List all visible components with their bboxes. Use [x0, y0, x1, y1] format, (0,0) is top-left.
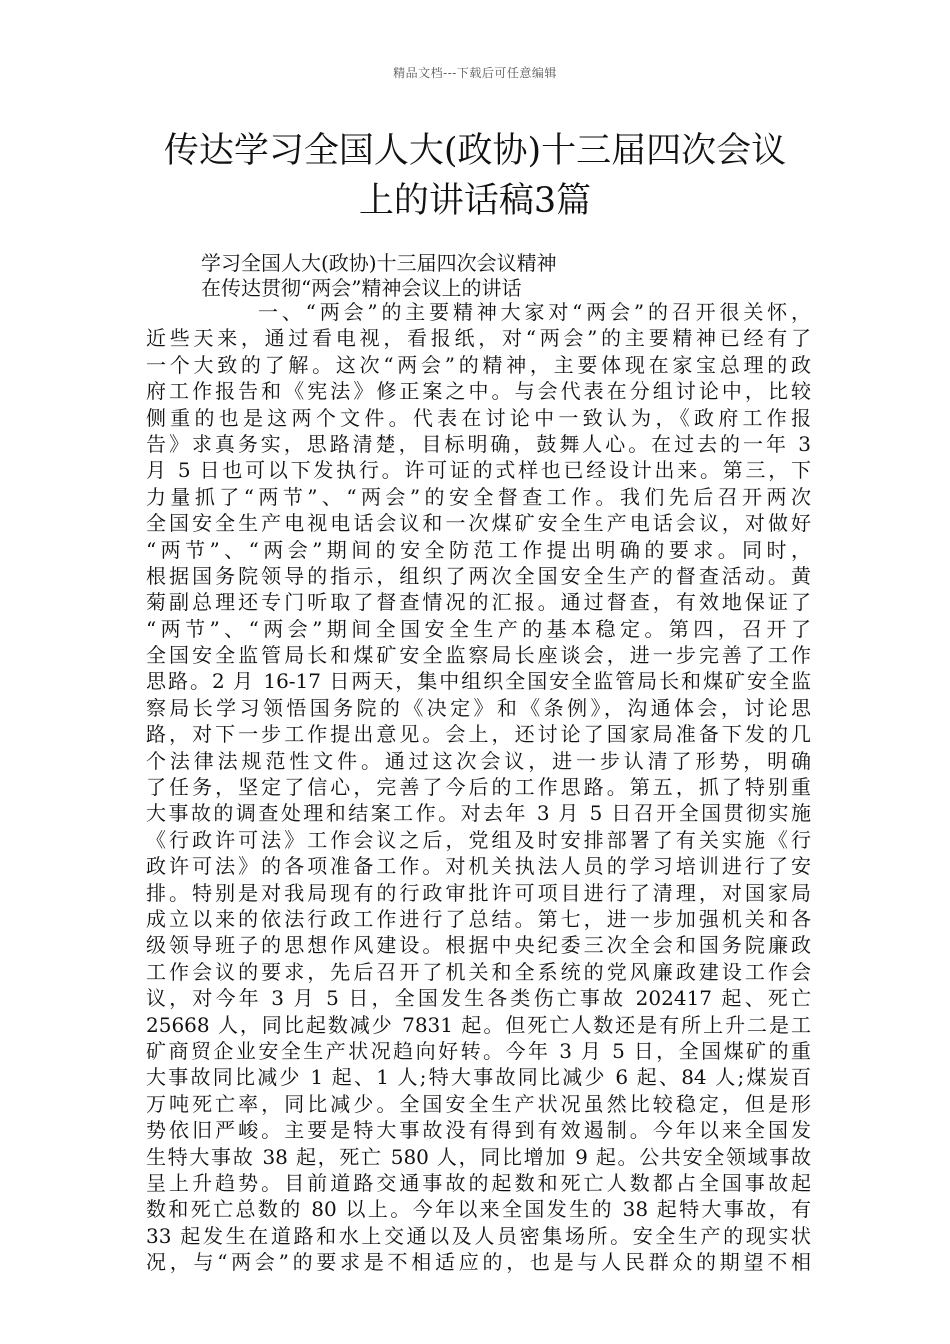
body-line: 级领导班子的思想作风建设。根据中央纪委三次全会和国务院廉政 — [146, 933, 811, 958]
body-line: 力量抓了“两节”、“两会”的安全督查工作。我们先后召开两次 — [146, 484, 811, 509]
body-line: 了任务，坚定了信心，完善了今后的工作思路。第五，抓了特别重 — [146, 775, 811, 800]
document-title — [100, 126, 850, 226]
body-line: 侧重的也是这两个文件。代表在讨论中一致认为，《政府工作报 — [146, 405, 811, 430]
subtitle-2: 在传达贯彻“两会”精神会议上的讲话 — [201, 276, 522, 300]
body-line: “两节”、“两会”期间全国安全生产的基本稳定。第四，召开了 — [146, 616, 811, 641]
body-line: 况，与“两会”的要求是不相适应的，也是与人民群众的期望不相 — [146, 1250, 811, 1275]
title-line-2: 上的讲话稿3篇 — [358, 181, 592, 221]
body-line: 思路。2 月 16-17 日两天，集中组织全国安全监管局长和煤矿安全监 — [146, 669, 811, 694]
body-line: 成立以来的依法行政工作进行了总结。第七，进一步加强机关和各 — [146, 906, 811, 931]
header-note: 精品文档---下载后可任意编辑 — [393, 66, 557, 80]
body-line: 近些天来，通过看电视，看报纸，对“两会”的主要精神已经有了 — [146, 326, 811, 351]
body-line: 告》求真务实，思路清楚，目标明确，鼓舞人心。在过去的一年 3 — [146, 431, 811, 456]
body-line: 路，对下一步工作提出意见。会上，还讨论了国家局准备下发的几 — [146, 722, 811, 747]
body-line: 大事故的调查处理和结案工作。对去年 3 月 5 日召开全国贯彻实施 — [146, 801, 811, 826]
body-line: 政许可法》的各项准备工作。对机关执法人员的学习培训进行了安 — [146, 854, 811, 879]
body-line: 排。特别是对我局现有的行政审批许可项目进行了清理，对国家局 — [146, 880, 811, 905]
body-line: 月 5 日也可以下发执行。许可证的式样也已经设计出来。第三，下 — [146, 458, 811, 483]
subtitle-1: 学习全国人大(政协)十三届四次会议精神 — [201, 251, 557, 275]
body-line: 工作会议的要求，先后召开了机关和全系统的党风廉政建设工作会 — [146, 959, 811, 984]
body-line: 生特大事故 38 起，死亡 580 人，同比增加 9 起。公共安全领域事故 — [146, 1144, 811, 1169]
title-line-1: 传达学习全国人大(政协)十三届四次会议 — [163, 131, 787, 171]
body-line: 全国安全生产电视电话会议和一次煤矿安全生产电话会议，对做好 — [146, 511, 811, 536]
body-line: 一个大致的了解。这次“两会”的精神，主要体现在家宝总理的政 — [146, 352, 811, 377]
body-line: 一、“两会”的主要精神大家对“两会”的召开很关怀， — [258, 300, 811, 324]
body-line: 议，对今年 3 月 5 日，全国发生各类伤亡事故 202417 起、死亡 — [146, 986, 811, 1011]
body-line: 察局长学习领悟国务院的《决定》和《条例》，沟通体会，讨论思 — [146, 695, 811, 720]
body-line: 根据国务院领导的指示，组织了两次全国安全生产的督查活动。黄 — [146, 563, 811, 588]
body-text — [146, 299, 811, 1275]
body-line: 数和死亡总数的 80 以上。今年以来全国发生的 38 起特大事故，有 — [146, 1197, 811, 1222]
body-line: 25668 人，同比起数减少 7831 起。但死亡人数还是有所上升二是工 — [146, 1012, 811, 1037]
body-line: “两节”、“两会”期间的安全防范工作提出明确的要求。同时， — [146, 537, 811, 562]
body-line: 大事故同比减少 1 起、1 人;特大事故同比减少 6 起、84 人;煤炭百 — [146, 1065, 811, 1090]
body-line: 万吨死亡率，同比减少。全国安全生产状况虽然比较稳定，但是形 — [146, 1091, 811, 1116]
body-line: 矿商贸企业安全生产状况趋向好转。今年 3 月 5 日，全国煤矿的重 — [146, 1038, 811, 1063]
body-line: 势依旧严峻。主要是特大事故没有得到有效遏制。今年以来全国发 — [146, 1118, 811, 1143]
body-line: 府工作报告和《宪法》修正案之中。与会代表在分组讨论中，比较 — [146, 379, 811, 404]
body-line: 菊副总理还专门听取了督查情况的汇报。通过督查，有效地保证了 — [146, 590, 811, 615]
body-line: 个法律法规范性文件。通过这次会议，进一步认清了形势，明确 — [146, 748, 811, 773]
body-line: 全国安全监管局长和煤矿安全监察局长座谈会，进一步完善了工作 — [146, 643, 811, 668]
body-line: 呈上升趋势。目前道路交通事故的起数和死亡人数都占全国事故起 — [146, 1170, 811, 1195]
body-line: 《行政许可法》工作会议之后，党组及时安排部署了有关实施《行 — [146, 827, 811, 852]
body-line: 33 起发生在道路和水上交通以及人员密集场所。安全生产的现实状 — [146, 1223, 811, 1248]
